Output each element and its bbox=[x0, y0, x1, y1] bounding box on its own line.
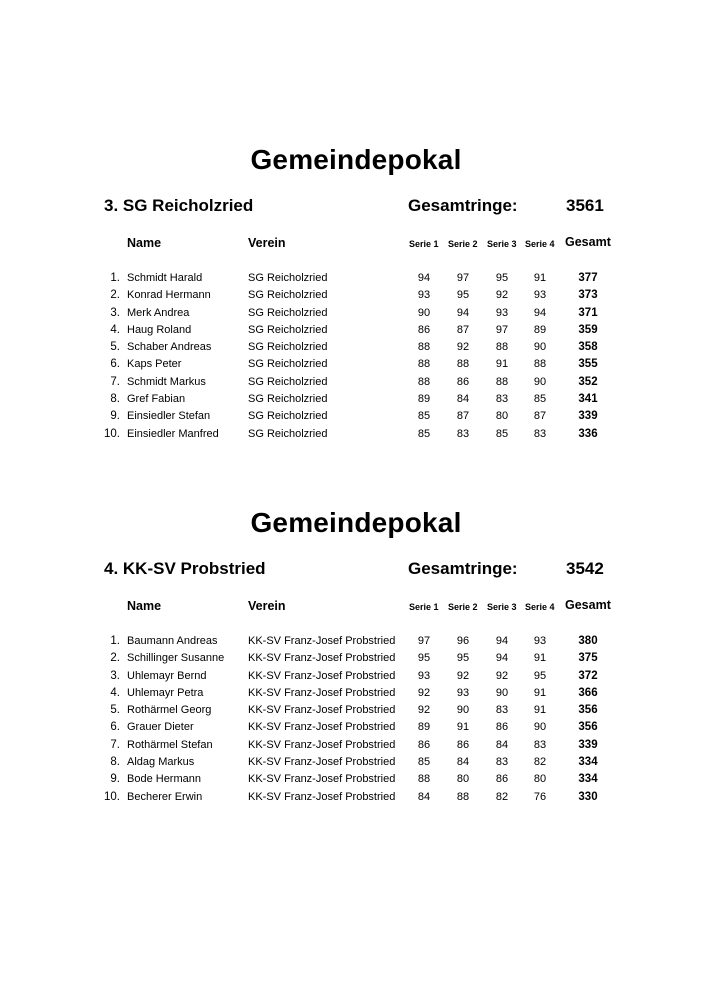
serie-3-cell: 85 bbox=[495, 427, 509, 440]
rank-cell: 3. bbox=[110, 306, 120, 319]
rank-cell: 8. bbox=[110, 393, 120, 406]
table-row bbox=[0, 393, 712, 410]
serie-3-cell: 86 bbox=[495, 721, 509, 734]
rank-cell: 3. bbox=[110, 669, 120, 682]
table-row bbox=[0, 358, 712, 375]
total-cell: 352 bbox=[578, 375, 598, 388]
serie-2-cell: 90 bbox=[456, 704, 470, 717]
serie-2-cell: 83 bbox=[456, 427, 470, 440]
name-cell: Becherer Erwin bbox=[127, 790, 203, 803]
serie-1-cell: 88 bbox=[417, 341, 431, 354]
club-cell: KK-SV Franz-Josef Probstried bbox=[248, 790, 396, 803]
total-cell: 356 bbox=[578, 704, 598, 717]
rank-cell: 9. bbox=[110, 410, 120, 423]
name-cell: Rothärmel Stefan bbox=[127, 738, 213, 751]
total-cell: 336 bbox=[578, 427, 598, 440]
table-row bbox=[0, 756, 712, 773]
total-cell: 334 bbox=[578, 756, 598, 769]
section-title: Gemeindepokal bbox=[250, 507, 462, 538]
name-cell: Aldag Markus bbox=[127, 756, 195, 769]
serie-1-cell: 86 bbox=[417, 323, 431, 336]
total-cell: 356 bbox=[578, 721, 598, 734]
table-row bbox=[0, 773, 712, 790]
table-row bbox=[0, 670, 712, 687]
serie-2-cell: 86 bbox=[456, 375, 470, 388]
serie-3-cell: 97 bbox=[495, 323, 509, 336]
club-cell: SG Reicholzried bbox=[248, 410, 328, 423]
serie-3-cell: 95 bbox=[495, 272, 509, 284]
header-name: Name bbox=[127, 599, 162, 613]
header-name: Name bbox=[127, 236, 162, 250]
section-title: Gemeindepokal bbox=[250, 144, 462, 175]
rank-cell: 4. bbox=[110, 686, 120, 699]
name-cell: Schillinger Susanne bbox=[127, 652, 225, 665]
serie-4-cell: 90 bbox=[533, 341, 547, 354]
serie-4-cell: 91 bbox=[533, 686, 547, 699]
rank-cell: 6. bbox=[110, 721, 120, 734]
total-cell: 377 bbox=[578, 272, 598, 284]
header-serie-4: Serie 4 bbox=[525, 239, 555, 249]
header-serie-3: Serie 3 bbox=[487, 602, 517, 612]
header-verein: Verein bbox=[248, 599, 286, 613]
results-table bbox=[0, 635, 712, 808]
rank-cell: 4. bbox=[110, 323, 120, 336]
serie-1-cell: 85 bbox=[417, 756, 431, 769]
serie-2-cell: 91 bbox=[456, 721, 470, 734]
header-serie-1: Serie 1 bbox=[409, 602, 439, 612]
serie-3-cell: 92 bbox=[495, 669, 509, 682]
serie-1-cell: 94 bbox=[417, 272, 431, 284]
club-cell: SG Reicholzried bbox=[248, 358, 328, 371]
table-row bbox=[0, 341, 712, 358]
header-verein: Verein bbox=[248, 236, 286, 250]
name-cell: Gref Fabian bbox=[127, 393, 186, 406]
total-cell: 339 bbox=[578, 738, 598, 751]
serie-1-cell: 88 bbox=[417, 773, 431, 786]
club-cell: KK-SV Franz-Josef Probstried bbox=[248, 756, 396, 769]
table-row bbox=[0, 652, 712, 669]
name-cell: Rothärmel Georg bbox=[127, 704, 212, 717]
club-cell: SG Reicholzried bbox=[248, 272, 328, 284]
serie-1-cell: 84 bbox=[417, 790, 431, 803]
total-cell: 375 bbox=[578, 652, 598, 665]
club-cell: KK-SV Franz-Josef Probstried bbox=[248, 652, 396, 665]
club-cell: SG Reicholzried bbox=[248, 323, 328, 336]
name-cell: Baumann Andreas bbox=[127, 635, 218, 647]
serie-2-cell: 92 bbox=[456, 669, 470, 682]
serie-3-cell: 94 bbox=[495, 635, 509, 647]
header-serie-2: Serie 2 bbox=[448, 602, 478, 612]
club-cell: SG Reicholzried bbox=[248, 306, 328, 319]
total-cell: 371 bbox=[578, 306, 598, 319]
serie-2-cell: 87 bbox=[456, 323, 470, 336]
club-cell: KK-SV Franz-Josef Probstried bbox=[248, 669, 396, 682]
rank-cell: 7. bbox=[110, 375, 120, 388]
ranking-section-1 bbox=[0, 144, 712, 484]
serie-3-cell: 88 bbox=[495, 375, 509, 388]
serie-1-cell: 85 bbox=[417, 410, 431, 423]
header-serie-2: Serie 2 bbox=[448, 239, 478, 249]
total-cell: 339 bbox=[578, 410, 598, 423]
club-cell: KK-SV Franz-Josef Probstried bbox=[248, 773, 396, 786]
serie-4-cell: 85 bbox=[533, 393, 547, 406]
total-label: Gesamtringe: bbox=[408, 196, 518, 215]
rank-cell: 8. bbox=[110, 756, 120, 769]
serie-3-cell: 83 bbox=[495, 756, 509, 769]
ranking-section-2 bbox=[0, 507, 712, 847]
name-cell: Bode Hermann bbox=[127, 773, 201, 786]
serie-2-cell: 95 bbox=[456, 652, 470, 665]
serie-3-cell: 84 bbox=[495, 738, 509, 751]
total-cell: 334 bbox=[578, 773, 598, 786]
serie-2-cell: 86 bbox=[456, 738, 470, 751]
serie-2-cell: 84 bbox=[456, 756, 470, 769]
serie-3-cell: 88 bbox=[495, 341, 509, 354]
serie-1-cell: 88 bbox=[417, 375, 431, 388]
name-cell: Uhlemayr Petra bbox=[127, 686, 204, 699]
serie-2-cell: 88 bbox=[456, 790, 470, 803]
table-row bbox=[0, 721, 712, 738]
serie-1-cell: 92 bbox=[417, 704, 431, 717]
serie-1-cell: 85 bbox=[417, 427, 431, 440]
club-cell: SG Reicholzried bbox=[248, 393, 328, 406]
serie-3-cell: 91 bbox=[495, 358, 509, 371]
serie-4-cell: 83 bbox=[533, 738, 547, 751]
name-cell: Schmidt Markus bbox=[127, 375, 206, 388]
table-row bbox=[0, 324, 712, 341]
serie-1-cell: 86 bbox=[417, 738, 431, 751]
table-row bbox=[0, 272, 712, 289]
table-row bbox=[0, 635, 712, 652]
rank-cell: 1. bbox=[110, 272, 120, 284]
serie-3-cell: 93 bbox=[495, 306, 509, 319]
rank-cell: 2. bbox=[110, 652, 120, 665]
header-gesamt: Gesamt bbox=[565, 235, 611, 249]
club-cell: KK-SV Franz-Josef Probstried bbox=[248, 721, 396, 734]
table-row bbox=[0, 289, 712, 306]
total-label: Gesamtringe: bbox=[408, 559, 518, 578]
total-cell: 373 bbox=[578, 289, 598, 302]
serie-3-cell: 92 bbox=[495, 289, 509, 302]
serie-3-cell: 83 bbox=[495, 393, 509, 406]
serie-3-cell: 86 bbox=[495, 773, 509, 786]
serie-4-cell: 88 bbox=[533, 358, 547, 371]
header-serie-1: Serie 1 bbox=[409, 239, 439, 249]
serie-1-cell: 92 bbox=[417, 686, 431, 699]
serie-2-cell: 97 bbox=[456, 272, 470, 284]
serie-4-cell: 91 bbox=[533, 652, 547, 665]
serie-1-cell: 88 bbox=[417, 358, 431, 371]
serie-2-cell: 87 bbox=[456, 410, 470, 423]
serie-4-cell: 93 bbox=[533, 635, 547, 647]
serie-4-cell: 90 bbox=[533, 375, 547, 388]
serie-1-cell: 90 bbox=[417, 306, 431, 319]
serie-1-cell: 93 bbox=[417, 289, 431, 302]
serie-1-cell: 89 bbox=[417, 721, 431, 734]
club-cell: SG Reicholzried bbox=[248, 289, 328, 302]
rank-cell: 9. bbox=[110, 773, 120, 786]
serie-3-cell: 83 bbox=[495, 704, 509, 717]
total-value: 3542 bbox=[566, 559, 604, 578]
table-row bbox=[0, 687, 712, 704]
name-cell: Kaps Peter bbox=[127, 358, 182, 371]
rank-cell: 6. bbox=[110, 358, 120, 371]
club-cell: KK-SV Franz-Josef Probstried bbox=[248, 635, 396, 647]
serie-2-cell: 92 bbox=[456, 341, 470, 354]
total-cell: 358 bbox=[578, 341, 598, 354]
serie-1-cell: 89 bbox=[417, 393, 431, 406]
rank-cell: 7. bbox=[110, 738, 120, 751]
serie-4-cell: 80 bbox=[533, 773, 547, 786]
serie-4-cell: 94 bbox=[533, 306, 547, 319]
table-row bbox=[0, 428, 712, 445]
club-cell: SG Reicholzried bbox=[248, 375, 328, 388]
total-cell: 359 bbox=[578, 323, 598, 336]
serie-1-cell: 97 bbox=[417, 635, 431, 647]
table-row bbox=[0, 739, 712, 756]
serie-3-cell: 80 bbox=[495, 410, 509, 423]
header-serie-4: Serie 4 bbox=[525, 602, 555, 612]
serie-2-cell: 84 bbox=[456, 393, 470, 406]
serie-1-cell: 93 bbox=[417, 669, 431, 682]
team-heading: 3. SG Reicholzried bbox=[104, 196, 254, 215]
rank-cell: 2. bbox=[110, 289, 120, 302]
club-cell: KK-SV Franz-Josef Probstried bbox=[248, 704, 396, 717]
serie-4-cell: 83 bbox=[533, 427, 547, 440]
name-cell: Uhlemayr Bernd bbox=[127, 669, 207, 682]
serie-4-cell: 87 bbox=[533, 410, 547, 423]
serie-2-cell: 96 bbox=[456, 635, 470, 647]
table-row bbox=[0, 376, 712, 393]
rank-cell: 5. bbox=[110, 704, 120, 717]
serie-3-cell: 90 bbox=[495, 686, 509, 699]
serie-1-cell: 95 bbox=[417, 652, 431, 665]
serie-4-cell: 89 bbox=[533, 323, 547, 336]
name-cell: Schaber Andreas bbox=[127, 341, 212, 354]
name-cell: Konrad Hermann bbox=[127, 289, 211, 302]
header-gesamt: Gesamt bbox=[565, 598, 611, 612]
club-cell: SG Reicholzried bbox=[248, 341, 328, 354]
rank-cell: 1. bbox=[110, 635, 120, 647]
total-value: 3561 bbox=[566, 196, 604, 215]
total-cell: 355 bbox=[578, 358, 598, 371]
club-cell: KK-SV Franz-Josef Probstried bbox=[248, 738, 396, 751]
table-row bbox=[0, 791, 712, 808]
table-row bbox=[0, 410, 712, 427]
total-cell: 341 bbox=[578, 393, 598, 406]
serie-4-cell: 91 bbox=[533, 704, 547, 717]
serie-4-cell: 90 bbox=[533, 721, 547, 734]
rank-cell: 10. bbox=[104, 790, 120, 803]
name-cell: Schmidt Harald bbox=[127, 272, 203, 284]
serie-2-cell: 93 bbox=[456, 686, 470, 699]
table-row bbox=[0, 704, 712, 721]
serie-4-cell: 82 bbox=[533, 756, 547, 769]
club-cell: SG Reicholzried bbox=[248, 427, 328, 440]
rank-cell: 5. bbox=[110, 341, 120, 354]
serie-3-cell: 82 bbox=[495, 790, 509, 803]
total-cell: 330 bbox=[578, 790, 598, 803]
name-cell: Grauer Dieter bbox=[127, 721, 194, 734]
name-cell: Einsiedler Manfred bbox=[127, 427, 219, 440]
team-heading: 4. KK-SV Probstried bbox=[104, 559, 266, 578]
header-serie-3: Serie 3 bbox=[487, 239, 517, 249]
club-cell: KK-SV Franz-Josef Probstried bbox=[248, 686, 396, 699]
total-cell: 372 bbox=[578, 669, 598, 682]
serie-4-cell: 91 bbox=[533, 272, 547, 284]
rank-cell: 10. bbox=[104, 427, 120, 440]
serie-4-cell: 95 bbox=[533, 669, 547, 682]
name-cell: Einsiedler Stefan bbox=[127, 410, 211, 423]
serie-2-cell: 88 bbox=[456, 358, 470, 371]
results-table bbox=[0, 272, 712, 445]
serie-4-cell: 76 bbox=[533, 790, 547, 803]
name-cell: Merk Andrea bbox=[127, 306, 190, 319]
serie-2-cell: 95 bbox=[456, 289, 470, 302]
total-cell: 366 bbox=[578, 686, 598, 699]
name-cell: Haug Roland bbox=[127, 323, 192, 336]
total-cell: 380 bbox=[578, 635, 598, 647]
serie-3-cell: 94 bbox=[495, 652, 509, 665]
serie-2-cell: 94 bbox=[456, 306, 470, 319]
serie-2-cell: 80 bbox=[456, 773, 470, 786]
table-row bbox=[0, 307, 712, 324]
serie-4-cell: 93 bbox=[533, 289, 547, 302]
